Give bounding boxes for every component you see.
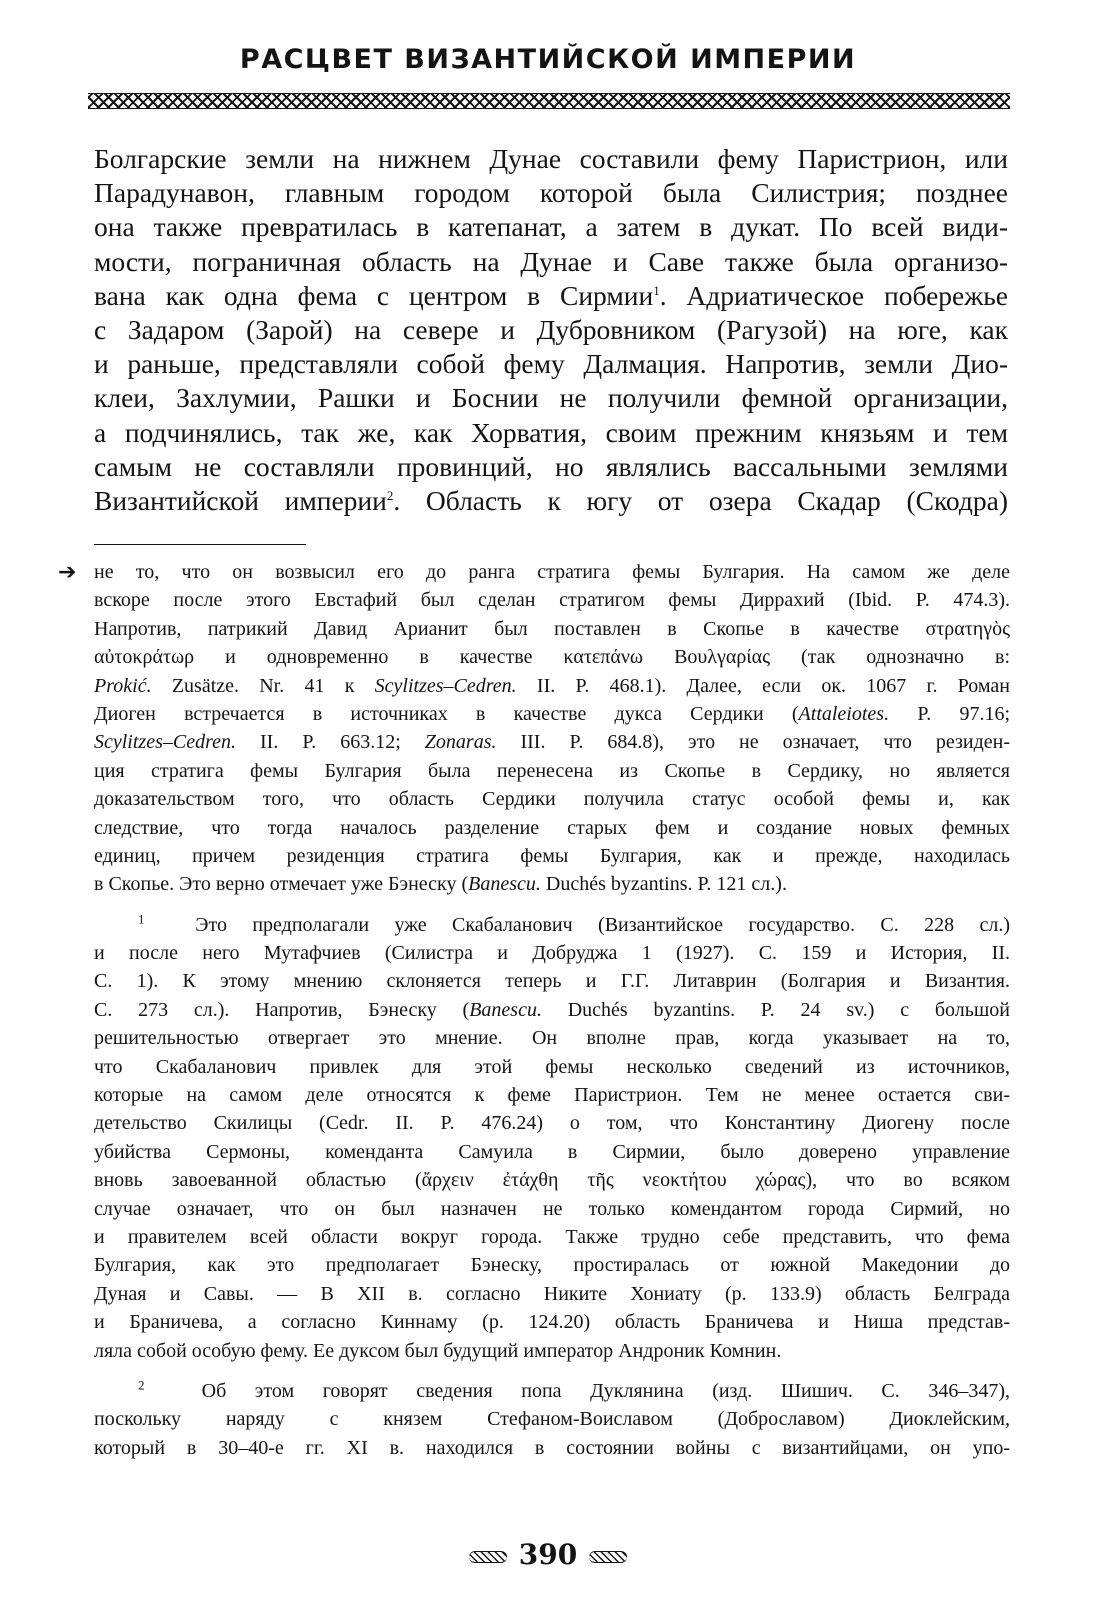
footnote-mark[interactable]: 1	[653, 282, 660, 298]
footnote-line: αὐτοκράτωρ и одновременно в качестве κατεπάνω Βουλγαρίας (так однозначно в:	[94, 646, 1010, 669]
text-line: она также превратилась в катепанат, а затем в дукат. По всей види-	[94, 211, 1008, 243]
footnote-number: 1	[138, 911, 145, 927]
footnote-line: доказательством того, что область Сердики получила статус особой фемы и, как	[94, 788, 1010, 811]
footnotes	[58, 558, 1011, 1462]
footnote-1-line: Булгария, как это предполагает Бэнеску, простиралась от южной Македонии до	[94, 1254, 1010, 1277]
footnote-1-line: ляла собой особую фему. Ее дуксом был будущий император Андроник Комнин.	[94, 1339, 782, 1362]
footnote-1-line: что Скабаланович привлек для этой фемы несколько сведений из источников,	[94, 1055, 1010, 1078]
footnote-1-line: $^1$ Это предполагали уже Скабаланович (Византийское государство. С. 228 сл.)	[138, 911, 1011, 936]
footnote-separator	[94, 544, 306, 545]
continuation-arrow-icon: ➔	[58, 559, 77, 584]
footnote-line: Напротив, патрикий Давид Арианит был поставлен в Скопье в качестве στρατηγὸς	[94, 617, 1010, 640]
ornamental-border	[88, 93, 1010, 109]
footnote-mark[interactable]: 2	[386, 487, 394, 503]
footnote-1-line: детельство Скилицы (Cedr. II. P. 476.24) о том, что Константину Диогену после	[94, 1112, 1010, 1135]
footnote-number: 2	[138, 1377, 145, 1393]
footnote-1-line: случае означает, что он был назначен не только комендантом города Сирмий, но	[94, 1197, 1010, 1220]
footnote-1-line: убийства Сермоны, коменданта Самуила в Сирмии, было доверено управление	[94, 1140, 1010, 1163]
footnote-1-line: С. 1). К этому мнению склоняется теперь и Г.Г. Литаврин (Болгария и Византия.	[94, 970, 1010, 993]
footnote-2-line: $^2$ Об этом говорят сведения попа Дуклянина (изд. Шишич. С. 346–347),	[138, 1377, 1010, 1402]
footnote-2-line: поскольку наряду с князем Стефаном-Воиславом (Доброславом) Диоклейским,	[94, 1408, 1010, 1431]
footnote-line: Prokić. Zusätze. Nr. 41 к Scylitzes–Cedren. II. P. 468.1). Далее, если ок. 1067 г. Роман	[94, 674, 1011, 697]
footnote-1-line: и Браничева, а согласно Киннаму (р. 124.20) область Браничева и Ниша представ-	[94, 1311, 1010, 1334]
footnote-1-line: и правителем всей области вокруг города. Также трудно себе представить, что фема	[94, 1225, 1010, 1248]
text-line: вана как одна фема с центром в Сирмии$^1$. Адриатическое побережье	[94, 279, 1008, 311]
text-line: самым не составляли провинций, но являлись вассальными землями	[94, 450, 1008, 482]
footnote-line: единиц, причем резиденция стратига фемы Булгария, как и прежде, находилась	[94, 844, 1010, 867]
page-number: 390	[0, 1538, 1096, 1571]
footnote-2-line: который в 30–40-е гг. XI в. находился в состоянии войны с византийцами, он упо-	[94, 1436, 1010, 1459]
footnote-line: ➔ не то, что он возвысил его до ранга стратига фемы Булгария. На самом же деле	[94, 558, 1010, 586]
footnote-line: Scylitzes–Cedren. II. P. 663.12; Zonaras. III. P. 684.8), это не означает, что резиден-	[94, 731, 1011, 754]
footnote-line: Диоген встречается в источниках в качестве дукса Сердики (Attaleiotes. P. 97.16;	[94, 702, 1011, 725]
text-line: мости, пограничная область на Дунае и Саве также была организо-	[94, 245, 1008, 277]
footnote-1-line: решительностью отвергает это мнение. Он вполне прав, когда указывает на то,	[94, 1027, 1010, 1050]
text-line: клеи, Захлумии, Рашки и Боснии не получили фемной организации,	[94, 382, 1008, 414]
text-line: а подчинялись, так же, как Хорватия, своим прежним князьям и тем	[94, 416, 1008, 448]
footnote-1-line: Дуная и Савы. — В XII в. согласно Никите Хониату (р. 133.9) область Белграда	[94, 1282, 1010, 1305]
text-line: Византийской империи$^2$. Область к югу от озера Скадар (Скодра)	[94, 484, 1008, 516]
footnote-line: ция стратига фемы Булгария была перенесена из Скопье в Сердику, но является	[94, 759, 1010, 782]
ornament-left-icon	[469, 1551, 507, 1563]
running-title: РАСЦВЕТ ВИЗАНТИЙСКОЙ ИМПЕРИИ	[239, 44, 857, 75]
footnote-1-line: С. 273 сл.). Напротив, Бэнеску (Banescu. Duchés byzantins. P. 24 sv.) с большой	[94, 998, 1010, 1021]
main-text	[94, 142, 1008, 518]
footnote-line: вскоре после этого Евстафий был сделан стратигом фемы Диррахий (Ibid. P. 474.3).	[94, 589, 1010, 612]
text-line: Болгарские земли на нижнем Дунае составили фему Паристрион, или	[94, 143, 1008, 174]
text-line: и раньше, представляли собой фему Далмация. Напротив, земли Дио-	[94, 348, 1008, 380]
text-line: Парадунавон, главным городом которой была Силистрия; позднее	[94, 177, 1008, 209]
footnote-1-line: которые на самом деле относятся к феме Паристрион. Тем не менее остается сви-	[94, 1084, 1010, 1107]
footnote-1-line: вновь завоеванной областью (ἄρχειν ἐτάχθη τῆς νεοκτήτου χώρας), что во всяком	[94, 1169, 1010, 1192]
footnote-1-line: и после него Мутафчиев (Силистра и Добруджа 1 (1927). С. 159 и История, II.	[94, 942, 1010, 965]
ornament-right-icon	[589, 1551, 627, 1563]
footnote-line: следствие, что тогда началось разделение старых фем и создание новых фемных	[94, 816, 1010, 839]
text-line: с Задаром (Зарой) на севере и Дубровником (Рагузой) на юге, как	[94, 313, 1008, 345]
footnote-line: в Скопье. Это верно отмечает уже Бэнеску (Banescu. Duchés byzantins. P. 121 сл.).	[94, 873, 787, 896]
